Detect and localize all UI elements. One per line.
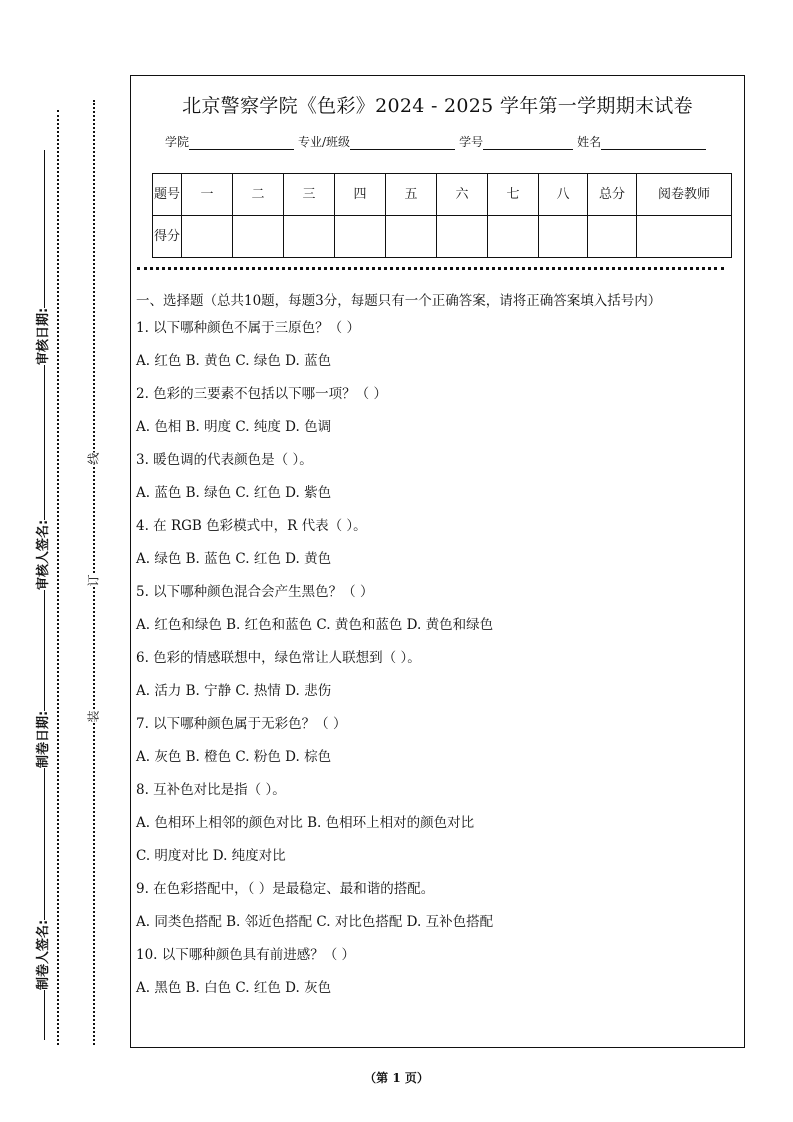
- signature-line: [44, 150, 45, 1040]
- college-field[interactable]: [189, 135, 294, 150]
- score-cell[interactable]: [488, 216, 539, 258]
- score-cell[interactable]: [233, 216, 284, 258]
- score-cell[interactable]: [588, 216, 637, 258]
- question-options: C. 明度对比 D. 纯度对比: [136, 848, 286, 864]
- score-label: 得分: [153, 216, 182, 258]
- question-text: 2. 色彩的三要素不包括以下哪一项？（ ）: [136, 386, 387, 402]
- question-text: 8. 互补色对比是指（ ）。: [136, 782, 286, 798]
- major-class-label: 专业/班级: [298, 135, 351, 149]
- col-grader: 阅卷教师: [637, 174, 732, 216]
- question-options: A. 色相 B. 明度 C. 纯度 D. 色调: [136, 419, 332, 435]
- college-label: 学院: [165, 135, 190, 149]
- score-table: [152, 173, 732, 258]
- question-number-label: 题号: [153, 174, 182, 216]
- major-class-field[interactable]: [350, 135, 455, 150]
- question-text: 9. 在色彩搭配中，（ ）是最稳定、最和谐的搭配。: [136, 881, 435, 897]
- score-table-score-row: [153, 216, 732, 258]
- student-info-row: [165, 133, 710, 150]
- col-5: 五: [386, 174, 437, 216]
- score-cell[interactable]: [637, 216, 732, 258]
- question-options: A. 活力 B. 宁静 C. 热情 D. 悲伤: [136, 683, 332, 699]
- question-text: 4. 在 RGB 色彩模式中，R 代表（ ）。: [136, 518, 367, 534]
- col-total: 总分: [588, 174, 637, 216]
- binding-dotted-line: [93, 100, 95, 1045]
- score-cell[interactable]: [437, 216, 488, 258]
- reviewer-signature-label: 审核人签名:: [32, 520, 51, 590]
- question-options: A. 红色和绿色 B. 红色和蓝色 C. 黄色和蓝色 D. 黄色和绿色: [136, 617, 494, 633]
- exam-title: 北京警察学院《色彩》2024 - 2025 学年第一学期期末试卷: [182, 95, 693, 117]
- dotted-separator: [137, 267, 724, 270]
- binding-mark-zhuang: 装: [86, 710, 101, 723]
- score-table-header-row: [153, 174, 732, 216]
- binding-margin: [0, 0, 130, 1122]
- col-7: 七: [488, 174, 539, 216]
- score-cell[interactable]: [335, 216, 386, 258]
- question-options: A. 绿色 B. 蓝色 C. 红色 D. 黄色: [136, 551, 332, 567]
- question-options: A. 色相环上相邻的颜色对比 B. 色相环上相对的颜色对比: [136, 815, 475, 831]
- question-options: A. 蓝色 B. 绿色 C. 红色 D. 紫色: [136, 485, 332, 501]
- col-4: 四: [335, 174, 386, 216]
- question-options: A. 同类色搭配 B. 邻近色搭配 C. 对比色搭配 D. 互补色搭配: [136, 914, 494, 930]
- section-choice: [136, 290, 734, 1011]
- col-2: 二: [233, 174, 284, 216]
- question-options: A. 灰色 B. 橙色 C. 粉色 D. 棕色: [136, 749, 332, 765]
- question-options: A. 红色 B. 黄色 C. 绿色 D. 蓝色: [136, 353, 332, 369]
- col-8: 八: [539, 174, 588, 216]
- name-field[interactable]: [601, 135, 706, 150]
- col-1: 一: [182, 174, 233, 216]
- section-instruction: 一、选择题（总共10题，每题3分，每题只有一个正确答案，请将正确答案填入括号内）: [136, 293, 662, 309]
- review-date-label: 审核日期:: [32, 308, 51, 365]
- inner-dotted-line: [57, 110, 59, 1045]
- score-cell[interactable]: [182, 216, 233, 258]
- question-text: 10. 以下哪种颜色具有前进感？（ ）: [136, 947, 356, 963]
- name-label: 姓名: [577, 135, 602, 149]
- score-cell[interactable]: [386, 216, 437, 258]
- question-options: A. 黑色 B. 白色 C. 红色 D. 灰色: [136, 980, 332, 996]
- binding-mark-line: 线: [86, 452, 101, 465]
- col-6: 六: [437, 174, 488, 216]
- exam-frame: [130, 75, 745, 1048]
- question-text: 7. 以下哪种颜色属于无彩色？（ ）: [136, 716, 347, 732]
- col-3: 三: [284, 174, 335, 216]
- question-text: 3. 暖色调的代表颜色是（ ）。: [136, 452, 313, 468]
- score-cell[interactable]: [284, 216, 335, 258]
- compile-date-label: 制卷日期:: [32, 711, 51, 768]
- compiler-signature-label: 制卷人签名:: [32, 920, 51, 990]
- question-text: 6. 色彩的情感联想中，绿色常让人联想到（ ）。: [136, 650, 421, 666]
- question-text: 5. 以下哪种颜色混合会产生黑色？（ ）: [136, 584, 374, 600]
- page-number: （第 1 页）: [364, 1071, 429, 1085]
- question-text: 1. 以下哪种颜色不属于三原色？（ ）: [136, 320, 360, 336]
- student-id-field[interactable]: [483, 135, 573, 150]
- binding-mark-ding: 订: [86, 574, 101, 587]
- student-id-label: 学号: [459, 135, 484, 149]
- score-cell[interactable]: [539, 216, 588, 258]
